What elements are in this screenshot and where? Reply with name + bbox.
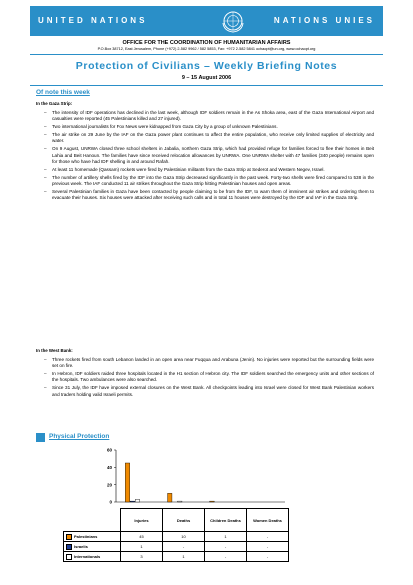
- list-item: – At least 11 homemade (Qassam) rockets were fired by Palestinian militants from the Gaza Strip at Sederot and Western Negev, Israel.: [44, 167, 374, 173]
- office-address: P.O.Box 38712, East Jerusalem, Phone (+972) 2-582 9962 / 582 5853, Fax: +972 2-582 5841 ochaopt@un.org, www.ochaopt.org: [97, 47, 316, 51]
- chart-bar: [130, 501, 134, 502]
- un-emblem-icon: [220, 8, 246, 34]
- table-row: [64, 552, 289, 562]
- table-row: [64, 542, 289, 552]
- list-item: – On 9 August, UNRWA closed three school shelters in Jabalia, northern Gaza Strip, which had provided refuge for families forced to flee their homes in Beit Lahia and Beit Hanoun. The families have since received relocation allowances by UNRWA. One UNRWA shelter with 47 families (340 people) remains open for those who have had IDF shelling in and around Rafah.: [44, 146, 374, 165]
- list-item: – The intensity of IDF operations has declined in the last week, although IDF soldiers remain in the As Shoka area, east of the Gaza International Airport and casualties were reported (45 Palestinians killed and 27 injured).: [44, 110, 374, 123]
- table-cell: -: [247, 552, 289, 562]
- table-cell: -: [247, 542, 289, 552]
- list-item: – Three rockets fired from south Lebanon landed in an open area near Fuqqua and Arabuna (Jenin). No injuries were reported but the surrounding fields were set on fire.: [44, 357, 374, 370]
- table-cell: 1: [121, 542, 163, 552]
- divider-title: [30, 85, 383, 86]
- casualty-data-table: [63, 508, 289, 562]
- table-cell: 1: [205, 532, 247, 542]
- legend-label: Israelis: [74, 543, 88, 549]
- table-cell: 1: [163, 552, 205, 562]
- list-item: – The air strike on 29 June by the IAF on the Gaza power plant continues to affect the entire population, who receive only limited supplies of electricity and water.: [44, 132, 374, 145]
- table-row: [64, 532, 289, 542]
- table-header: Injuries: [121, 509, 163, 532]
- table-header: Deaths: [163, 509, 205, 532]
- y-tick-label: 40: [106, 464, 112, 470]
- list-item: – Since 31 July, the IDF have imposed external closures on the West Bank. All checkpoints leading into Israel were closed for West Bank Palestinian workers and traders holding valid Israeli permits.: [44, 385, 374, 398]
- legend-label: Internationals: [74, 553, 101, 559]
- list-item: – Several Palestinian families in Gaza have been contacted by people claiming to be from the IDF, to warn them of imminent air strikes and ordering them to evacuate their houses. Six houses were attacked after receiving such calls and in total 11 houses were destroyed by the IDF and IAF in the Gaza Strip.: [44, 189, 374, 202]
- gaza-heading: In the Gaza Strip:: [36, 101, 73, 106]
- gaza-list: [44, 110, 374, 203]
- header-left-text: UNITED NATIONS: [38, 16, 148, 25]
- west-bank-heading: In the West Bank:: [36, 348, 73, 353]
- table-cell: -: [205, 542, 247, 552]
- casualty-bar-chart: [60, 446, 390, 508]
- of-note-heading: Of note this week: [36, 89, 90, 96]
- table-cell: 10: [163, 532, 205, 542]
- physical-protection-heading: Physical Protection: [49, 433, 110, 440]
- table-header: Women Deaths: [247, 509, 289, 532]
- list-item: – In Hebron, IDF soldiers raided three hospitals located in the H1 section of Hebron city. The IDF soldiers searched the emergency units and other sections of the hospitals. Two ambulances were also searched.: [44, 371, 374, 384]
- y-tick-label: 20: [106, 482, 112, 488]
- table-cell: 45: [121, 532, 163, 542]
- legend-label: Palestinians: [74, 533, 98, 539]
- chart-bar: [178, 501, 182, 502]
- chart-bar: [168, 493, 172, 502]
- list-item: – The number of artillery shells fired by the IDF into the Gaza Strip decreased significantly in the past week. Forty-two shells were fired compared to 538 in the previous week. The IAF conducted 11 air strikes throughout the Gaza Strip hitting Palestinian houses and open areas.: [44, 175, 374, 188]
- legend-swatch: [66, 534, 72, 540]
- table-cell: -: [205, 552, 247, 562]
- divider-top: [30, 54, 383, 55]
- header-right-text: NATIONS UNIES: [273, 16, 375, 25]
- list-item: – Two international journalists for Fox News were kidnapped from Gaza City by a group of unknown Palestinians.: [44, 124, 374, 130]
- office-name: OFFICE FOR THE COORDINATION OF HUMANITARIAN AFFAIRS: [122, 40, 291, 46]
- west-bank-list: [44, 357, 374, 400]
- chart-bar: [135, 499, 139, 502]
- section-marker-icon: [36, 433, 45, 442]
- chart-bar: [210, 501, 214, 502]
- chart-bar: [125, 463, 129, 502]
- page-title: Protection of Civilians – Weekly Briefing Notes: [75, 60, 338, 72]
- table-cell: -: [163, 542, 205, 552]
- legend-swatch: [66, 544, 72, 550]
- legend-swatch: [66, 554, 72, 560]
- y-tick-label: 60: [106, 447, 112, 453]
- physical-protection-header: [36, 432, 186, 443]
- table-header: Children Deaths: [205, 509, 247, 532]
- casualty-chart: [60, 446, 390, 576]
- table-cell: 3: [121, 552, 163, 562]
- table-cell: -: [247, 532, 289, 542]
- report-dates: 9 – 15 August 2006: [181, 75, 232, 81]
- un-banner: [30, 6, 383, 36]
- y-tick-label: 0: [109, 499, 112, 505]
